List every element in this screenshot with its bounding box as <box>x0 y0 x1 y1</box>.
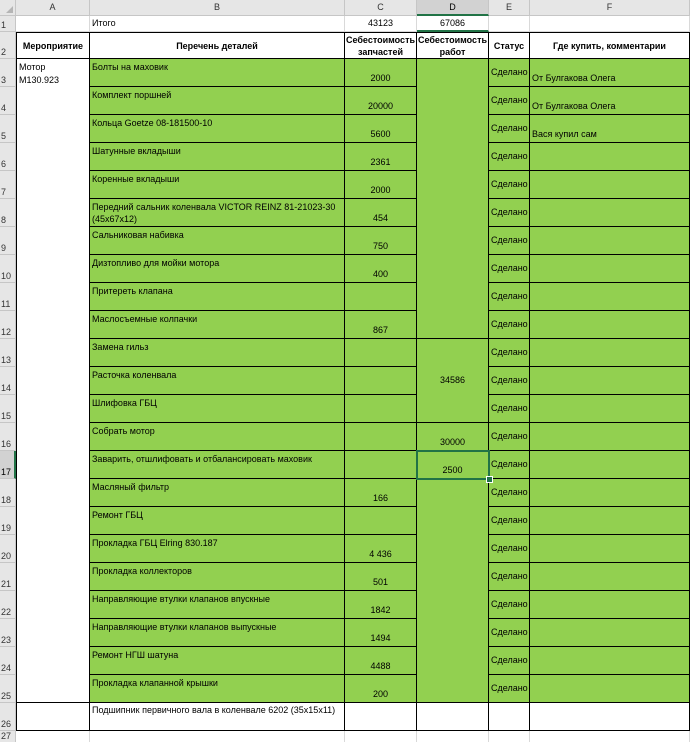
part-name-cell[interactable]: Масляный фильтр <box>90 479 345 507</box>
row-header-20[interactable]: 20 <box>0 535 16 563</box>
status-cell[interactable]: Сделано <box>489 535 530 563</box>
comment-cell[interactable] <box>530 199 690 227</box>
parts-cost-cell[interactable]: 2000 <box>345 59 417 87</box>
status-cell[interactable]: Сделано <box>489 367 530 395</box>
works-total-cell[interactable]: 67086 <box>417 16 489 32</box>
parts-cost-cell[interactable] <box>345 507 417 535</box>
grid-cell[interactable] <box>417 731 489 742</box>
parts-cost-cell[interactable]: 2000 <box>345 171 417 199</box>
comment-cell[interactable] <box>530 283 690 311</box>
column-header-b[interactable]: B <box>90 0 345 16</box>
header-parts-cost[interactable]: Себестоимость запчастей <box>345 32 417 59</box>
part-name-cell[interactable]: Ремонт ГБЦ <box>90 507 345 535</box>
part-name-cell[interactable]: Заварить, отшлифовать и отбалансировать маховик <box>90 451 345 479</box>
grid-cell[interactable] <box>489 16 530 32</box>
row-header-14[interactable]: 14 <box>0 367 16 395</box>
parts-cost-cell[interactable]: 20000 <box>345 87 417 115</box>
select-all-button[interactable] <box>0 0 16 16</box>
works-cost-merged[interactable]: 34586 <box>417 339 489 423</box>
part-name-cell[interactable]: Шатунные вкладыши <box>90 143 345 171</box>
status-cell[interactable]: Сделано <box>489 311 530 339</box>
row-header-5[interactable]: 5 <box>0 115 16 143</box>
works-cost-cell-selected[interactable]: 2500 <box>417 451 489 479</box>
status-cell[interactable]: Сделано <box>489 87 530 115</box>
parts-cost-cell[interactable]: 501 <box>345 563 417 591</box>
status-cell[interactable]: Сделано <box>489 479 530 507</box>
comment-cell[interactable] <box>530 563 690 591</box>
row-header-16[interactable]: 16 <box>0 423 16 451</box>
header-where-buy[interactable]: Где купить, комментарии <box>530 32 690 59</box>
column-header-d[interactable]: D <box>417 0 489 16</box>
grid-cell[interactable] <box>489 731 530 742</box>
grid-cell[interactable] <box>345 731 417 742</box>
parts-cost-cell[interactable]: 750 <box>345 227 417 255</box>
works-cost-block-1[interactable] <box>417 59 489 339</box>
comment-cell[interactable] <box>530 619 690 647</box>
parts-cost-cell[interactable]: 200 <box>345 675 417 703</box>
status-cell[interactable]: Сделано <box>489 283 530 311</box>
status-cell[interactable]: Сделано <box>489 227 530 255</box>
row-header-11[interactable]: 11 <box>0 283 16 311</box>
row-header-23[interactable]: 23 <box>0 619 16 647</box>
part-name-cell[interactable]: Прокладка клапанной крышки <box>90 675 345 703</box>
comment-cell[interactable]: Вася купил сам <box>530 115 690 143</box>
status-cell[interactable]: Сделано <box>489 507 530 535</box>
row-header-10[interactable]: 10 <box>0 255 16 283</box>
comment-cell[interactable] <box>530 171 690 199</box>
grid-cell[interactable] <box>16 16 90 32</box>
row-header-1[interactable]: 1 <box>0 16 16 32</box>
fill-handle[interactable] <box>486 476 493 483</box>
comment-cell[interactable]: От Булгакова Олега <box>530 59 690 87</box>
parts-cost-cell[interactable]: 4488 <box>345 647 417 675</box>
status-cell[interactable]: Сделано <box>489 563 530 591</box>
grid-cell[interactable] <box>530 16 690 32</box>
part-name-cell[interactable]: Прокладка ГБЦ Elring 830.187 <box>90 535 345 563</box>
status-cell[interactable]: Сделано <box>489 423 530 451</box>
part-name-cell[interactable]: Собрать мотор <box>90 423 345 451</box>
parts-total-cell[interactable]: 43123 <box>345 16 417 32</box>
row-header-25[interactable]: 25 <box>0 675 16 703</box>
parts-cost-cell[interactable] <box>345 339 417 367</box>
part-name-cell[interactable]: Дизтопливо для мойки мотора <box>90 255 345 283</box>
row-header-27[interactable]: 27 <box>0 731 16 742</box>
status-cell[interactable]: Сделано <box>489 591 530 619</box>
status-cell[interactable]: Сделано <box>489 675 530 703</box>
status-cell[interactable]: Сделано <box>489 647 530 675</box>
row-header-21[interactable]: 21 <box>0 563 16 591</box>
row26-cell[interactable] <box>345 703 417 731</box>
status-cell[interactable]: Сделано <box>489 395 530 423</box>
parts-cost-cell[interactable]: 166 <box>345 479 417 507</box>
column-header-c[interactable]: C <box>345 0 417 16</box>
parts-cost-cell[interactable]: 5600 <box>345 115 417 143</box>
part-name-cell[interactable]: Замена гильз <box>90 339 345 367</box>
row-header-26[interactable]: 26 <box>0 703 16 731</box>
parts-cost-cell[interactable]: 1494 <box>345 619 417 647</box>
parts-cost-cell[interactable] <box>345 395 417 423</box>
row-header-12[interactable]: 12 <box>0 311 16 339</box>
row-header-24[interactable]: 24 <box>0 647 16 675</box>
comment-cell[interactable] <box>530 227 690 255</box>
part-name-cell-26[interactable]: Подшипник первичного вала в коленвале 6202 (35х15х11) <box>90 703 345 731</box>
part-name-cell[interactable]: Шлифовка ГБЦ <box>90 395 345 423</box>
parts-cost-cell[interactable]: 2361 <box>345 143 417 171</box>
parts-cost-cell[interactable] <box>345 423 417 451</box>
column-header-f[interactable]: F <box>530 0 690 16</box>
status-cell[interactable]: Сделано <box>489 619 530 647</box>
part-name-cell[interactable]: Направляющие втулки клапанов выпускные <box>90 619 345 647</box>
parts-cost-cell[interactable]: 4 436 <box>345 535 417 563</box>
grid-cell[interactable] <box>530 731 690 742</box>
row-header-7[interactable]: 7 <box>0 171 16 199</box>
header-event[interactable]: Мероприятие <box>16 32 90 59</box>
status-cell[interactable]: Сделано <box>489 59 530 87</box>
comment-cell[interactable] <box>530 479 690 507</box>
header-status[interactable]: Статус <box>489 32 530 59</box>
part-name-cell[interactable]: Ремонт НГШ шатуна <box>90 647 345 675</box>
status-cell[interactable]: Сделано <box>489 171 530 199</box>
row-header-9[interactable]: 9 <box>0 227 16 255</box>
comment-cell[interactable] <box>530 255 690 283</box>
event-name-cell[interactable]: Мотор М130.923 <box>16 59 90 703</box>
works-cost-cell[interactable]: 30000 <box>417 423 489 451</box>
comment-cell[interactable] <box>530 591 690 619</box>
grid-cell[interactable] <box>16 731 90 742</box>
parts-cost-cell[interactable]: 400 <box>345 255 417 283</box>
row-header-6[interactable]: 6 <box>0 143 16 171</box>
grid-cell[interactable] <box>90 731 345 742</box>
part-name-cell[interactable]: Направляющие втулки клапанов впускные <box>90 591 345 619</box>
comment-cell[interactable] <box>530 647 690 675</box>
row-header-18[interactable]: 18 <box>0 479 16 507</box>
row-header-19[interactable]: 19 <box>0 507 16 535</box>
column-header-e[interactable]: E <box>489 0 530 16</box>
part-name-cell[interactable]: Расточка коленвала <box>90 367 345 395</box>
comment-cell[interactable] <box>530 535 690 563</box>
comment-cell[interactable] <box>530 367 690 395</box>
row26-cell[interactable] <box>16 703 90 731</box>
part-name-cell[interactable]: Коренные вкладыши <box>90 171 345 199</box>
header-parts-list[interactable]: Перечень деталей <box>90 32 345 59</box>
row-header-13[interactable]: 13 <box>0 339 16 367</box>
status-cell[interactable]: Сделано <box>489 339 530 367</box>
part-name-cell[interactable]: Кольца Goetze 08-181500-10 <box>90 115 345 143</box>
status-cell[interactable]: Сделано <box>489 451 530 479</box>
status-cell[interactable]: Сделано <box>489 199 530 227</box>
comment-cell[interactable] <box>530 423 690 451</box>
status-cell[interactable]: Сделано <box>489 255 530 283</box>
parts-cost-cell[interactable] <box>345 367 417 395</box>
totals-label[interactable]: Итого <box>90 16 345 32</box>
comment-cell[interactable] <box>530 675 690 703</box>
row-header-3[interactable]: 3 <box>0 59 16 87</box>
row26-cell[interactable] <box>530 703 690 731</box>
parts-cost-cell[interactable]: 867 <box>345 311 417 339</box>
parts-cost-cell[interactable]: 1842 <box>345 591 417 619</box>
status-cell[interactable]: Сделано <box>489 143 530 171</box>
part-name-cell[interactable]: Передний сальник коленвала VICTOR REINZ 81-21023-30 (45x67x12) <box>90 199 345 227</box>
part-name-cell[interactable]: Маслосъемные колпачки <box>90 311 345 339</box>
column-header-a[interactable]: A <box>16 0 90 16</box>
row-header-17[interactable]: 17 <box>0 451 16 479</box>
row-header-8[interactable]: 8 <box>0 199 16 227</box>
row26-cell[interactable] <box>417 703 489 731</box>
comment-cell[interactable] <box>530 451 690 479</box>
works-cost-block-2[interactable] <box>417 479 489 703</box>
parts-cost-cell[interactable]: 454 <box>345 199 417 227</box>
parts-cost-cell[interactable] <box>345 283 417 311</box>
comment-cell[interactable] <box>530 395 690 423</box>
part-name-cell[interactable]: Комплект поршней <box>90 87 345 115</box>
row-header-15[interactable]: 15 <box>0 395 16 423</box>
row-header-4[interactable]: 4 <box>0 87 16 115</box>
row-header-2[interactable]: 2 <box>0 32 16 59</box>
comment-cell[interactable] <box>530 339 690 367</box>
status-cell[interactable]: Сделано <box>489 115 530 143</box>
comment-cell[interactable] <box>530 311 690 339</box>
comment-cell[interactable] <box>530 143 690 171</box>
header-works-cost[interactable]: Себестоимость работ <box>417 32 489 59</box>
parts-cost-cell[interactable] <box>345 451 417 479</box>
part-name-cell[interactable]: Сальниковая набивка <box>90 227 345 255</box>
part-name-cell[interactable]: Болты на маховик <box>90 59 345 87</box>
comment-cell[interactable]: От Булгакова Олега <box>530 87 690 115</box>
part-name-cell[interactable]: Прокладка коллекторов <box>90 563 345 591</box>
comment-cell[interactable] <box>530 507 690 535</box>
row-header-22[interactable]: 22 <box>0 591 16 619</box>
part-name-cell[interactable]: Притереть клапана <box>90 283 345 311</box>
select-all-triangle-icon <box>6 6 13 13</box>
row26-cell[interactable] <box>489 703 530 731</box>
